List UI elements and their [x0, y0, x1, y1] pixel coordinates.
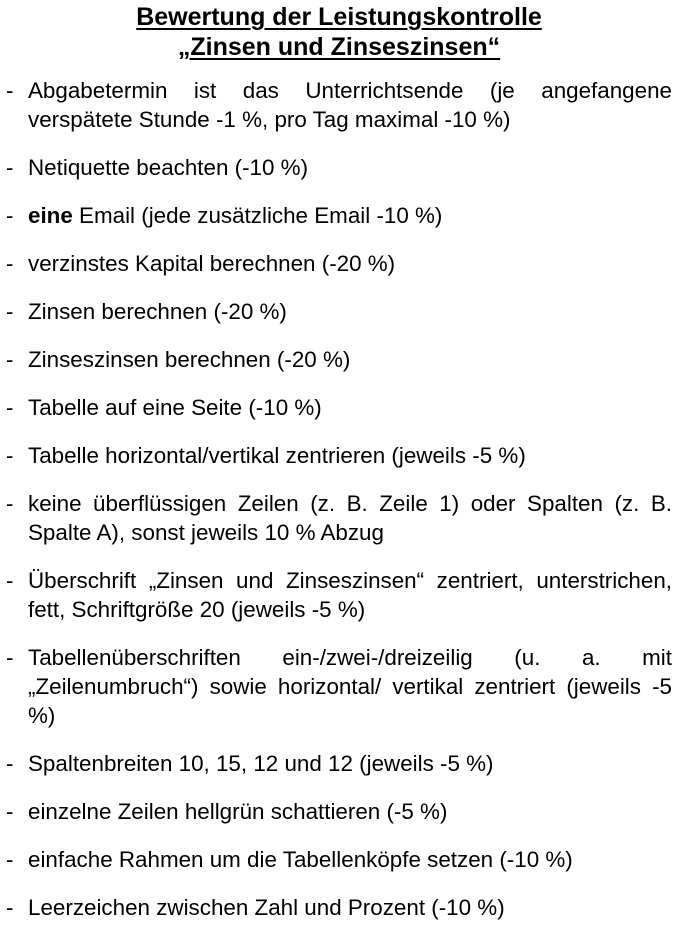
- list-item-text: Tabelle horizontal/vertikal zentrieren (jeweils -5 %): [28, 443, 526, 468]
- list-item-text: Abgabetermin ist das Unterrichtsende (je angefangene verspätete Stunde -1 %, pro Tag maximal -10 %): [28, 78, 672, 132]
- list-item-text: Leerzeichen zwischen Zahl und Prozent (-10 %): [28, 895, 505, 920]
- list-item: [6, 249, 672, 278]
- list-item: [6, 153, 672, 182]
- list-item-text: einfache Rahmen um die Tabellenköpfe setzen (-10 %): [28, 847, 573, 872]
- bullet-dash: -: [6, 799, 14, 824]
- list-item-text: keine überflüssigen Zeilen (z. B. Zeile 1) oder Spalten (z. B. Spalte A), sonst jeweils 10 % Abzug: [28, 491, 672, 545]
- list-item-text: verzinstes Kapital berechnen (-20 %): [28, 251, 396, 276]
- bullet-dash: -: [6, 155, 14, 180]
- bullet-dash: -: [6, 203, 14, 228]
- document-title: [6, 0, 672, 62]
- list-item-text: Tabelle auf eine Seite (-10 %): [28, 395, 322, 420]
- list-item: [6, 566, 672, 624]
- list-item: [6, 393, 672, 422]
- list-item: [6, 643, 672, 730]
- bullet-dash: -: [6, 347, 14, 372]
- list-item-text: Netiquette beachten (-10 %): [28, 155, 309, 180]
- list-item: [6, 345, 672, 374]
- list-item-text: Überschrift „Zinsen und Zinseszinsen“ zentriert, unterstrichen, fett, Schriftgröße 20 (jeweils -5 %): [28, 568, 672, 622]
- bullet-dash: -: [6, 491, 14, 516]
- list-item: [6, 201, 672, 230]
- bullet-dash: -: [6, 751, 14, 776]
- list-item: [6, 441, 672, 470]
- bullet-dash: -: [6, 847, 14, 872]
- rules-list: [6, 76, 672, 922]
- bullet-dash: -: [6, 895, 14, 920]
- list-item: [6, 893, 672, 922]
- title-line-1: Bewertung der Leistungskontrolle: [136, 3, 542, 31]
- list-item-text: Tabellenüberschriften ein-/zwei-/dreizeilig (u. a. mit „Zeilenumbruch“) sowie horizontal/ vertikal zentriert (jeweils -5 %): [28, 645, 672, 728]
- list-item-text: Zinsen berechnen (-20 %): [28, 299, 287, 324]
- bullet-dash: -: [6, 299, 14, 324]
- list-item: [6, 845, 672, 874]
- bullet-dash: -: [6, 251, 14, 276]
- bullet-dash: -: [6, 78, 14, 103]
- list-item-text: Email (jede zusätzliche Email -10 %): [72, 203, 443, 228]
- list-item-text: einzelne Zeilen hellgrün schattieren (-5 %): [28, 799, 448, 824]
- bullet-dash: -: [6, 395, 14, 420]
- list-item: [6, 76, 672, 134]
- list-item-bold-text: eine: [28, 203, 73, 228]
- list-item-text: Zinseszinsen berechnen (-20 %): [28, 347, 351, 372]
- list-item-text: Spaltenbreiten 10, 15, 12 und 12 (jeweils -5 %): [28, 751, 494, 776]
- list-item: [6, 489, 672, 547]
- bullet-dash: -: [6, 645, 14, 670]
- bullet-dash: -: [6, 568, 14, 593]
- title-line-2: „Zinsen und Zinseszinsen“: [177, 33, 501, 61]
- list-item: [6, 797, 672, 826]
- list-item: [6, 297, 672, 326]
- bullet-dash: -: [6, 443, 14, 468]
- list-item: [6, 749, 672, 778]
